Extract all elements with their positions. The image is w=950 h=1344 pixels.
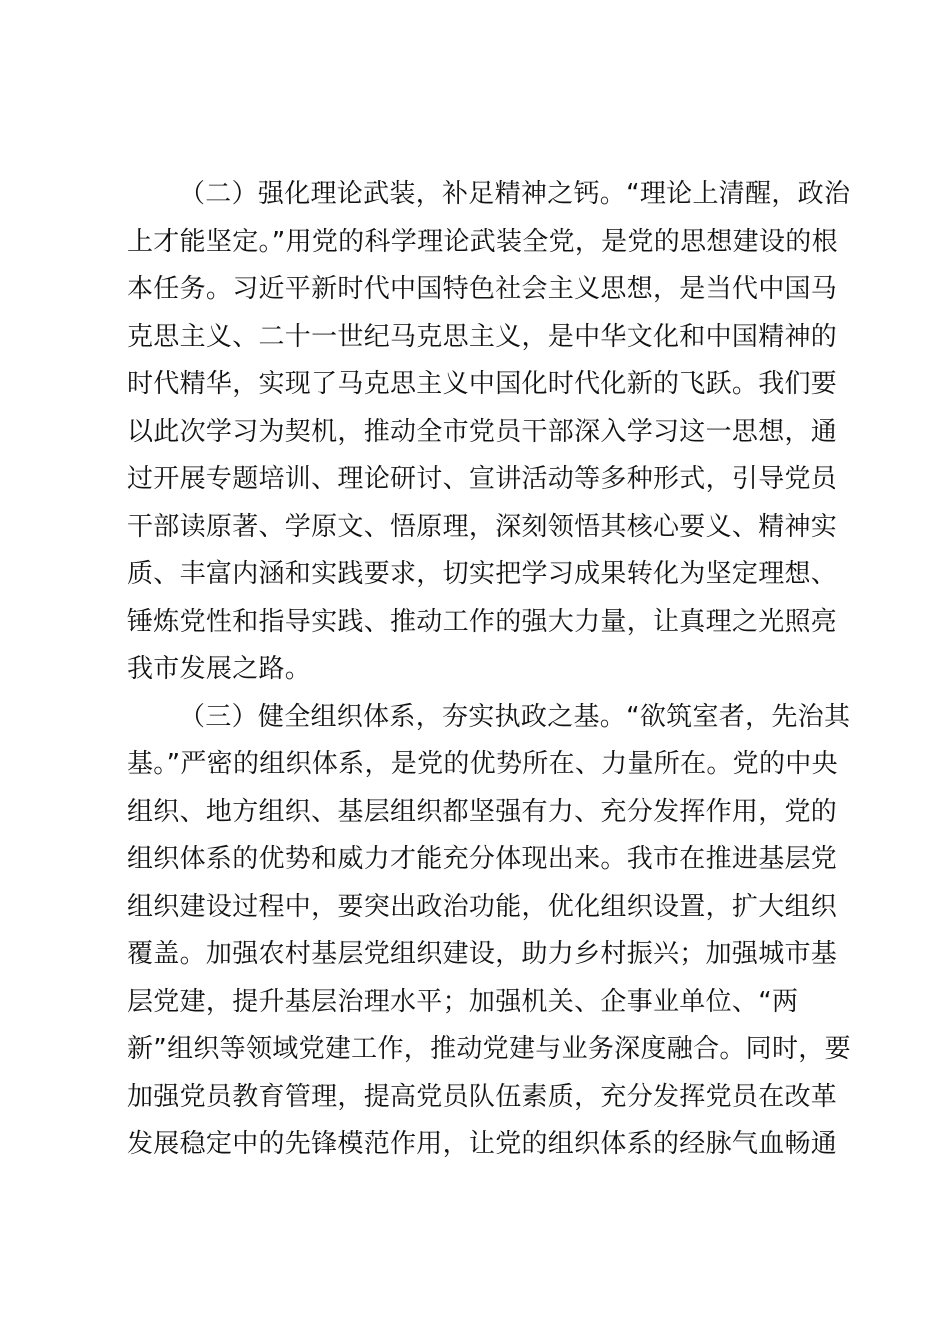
text-line: 上才能坚定。”用党的科学理论武装全党，是党的思想建设的根 — [127, 226, 838, 257]
text-line: 层党建，提升基层治理水平；加强机关、企事业单位、“两 — [127, 986, 799, 1017]
text-line: 过开展专题培训、理论研讨、宣讲活动等多种形式，引导党员 — [127, 464, 838, 494]
text-line: 覆盖。加强农村基层党组织建设，助力乡村振兴；加强城市基 — [127, 939, 838, 969]
text-line: 基。”严密的组织体系，是党的优势所在、力量所在。党的中央 — [127, 749, 838, 779]
text-line: 干部读原著、学原文、悟原理，深刻领悟其核心要义、精神实 — [127, 511, 838, 542]
text-line: 克思主义、二十一世纪马克思主义，是中华文化和中国精神的 — [127, 321, 838, 352]
text-line: （二）强化理论武装，补足精神之钙。“理论上清醒，政治 — [179, 179, 851, 209]
text-line: 组织体系的优势和威力才能充分体现出来。我市在推进基层党 — [127, 844, 838, 874]
text-line: 我市发展之路。 — [127, 654, 312, 684]
text-line: 加强党员教育管理，提高党员队伍素质，充分发挥党员在改革 — [127, 1081, 838, 1112]
text-line: 时代精华，实现了马克思主义中国化时代化新的飞跃。我们要 — [127, 369, 838, 399]
text-line: 质、丰富内涵和实践要求，切实把学习成果转化为坚定理想、 — [127, 559, 838, 589]
text-line: 新”组织等领域党建工作，推动党建与业务深度融合。同时，要 — [127, 1034, 851, 1064]
text-line: 锤炼党性和指导实践、推动工作的强大力量，让真理之光照亮 — [127, 606, 838, 637]
document-body — [127, 171, 851, 1169]
text-line: 发展稳定中的先锋模范作用，让党的组织体系的经脉气血畅通 — [127, 1129, 838, 1159]
text-line: （三）健全组织体系，夯实执政之基。“欲筑室者，先治其 — [179, 701, 851, 732]
text-line: 组织、地方组织、基层组织都坚强有力、充分发挥作用，党的 — [127, 796, 838, 827]
text-line: 组织建设过程中，要突出政治功能，优化组织设置，扩大组织 — [127, 891, 838, 922]
text-line: 本任务。习近平新时代中国特色社会主义思想，是当代中国马 — [127, 274, 838, 304]
text-line: 以此次学习为契机，推动全市党员干部深入学习这一思想，通 — [127, 416, 838, 447]
